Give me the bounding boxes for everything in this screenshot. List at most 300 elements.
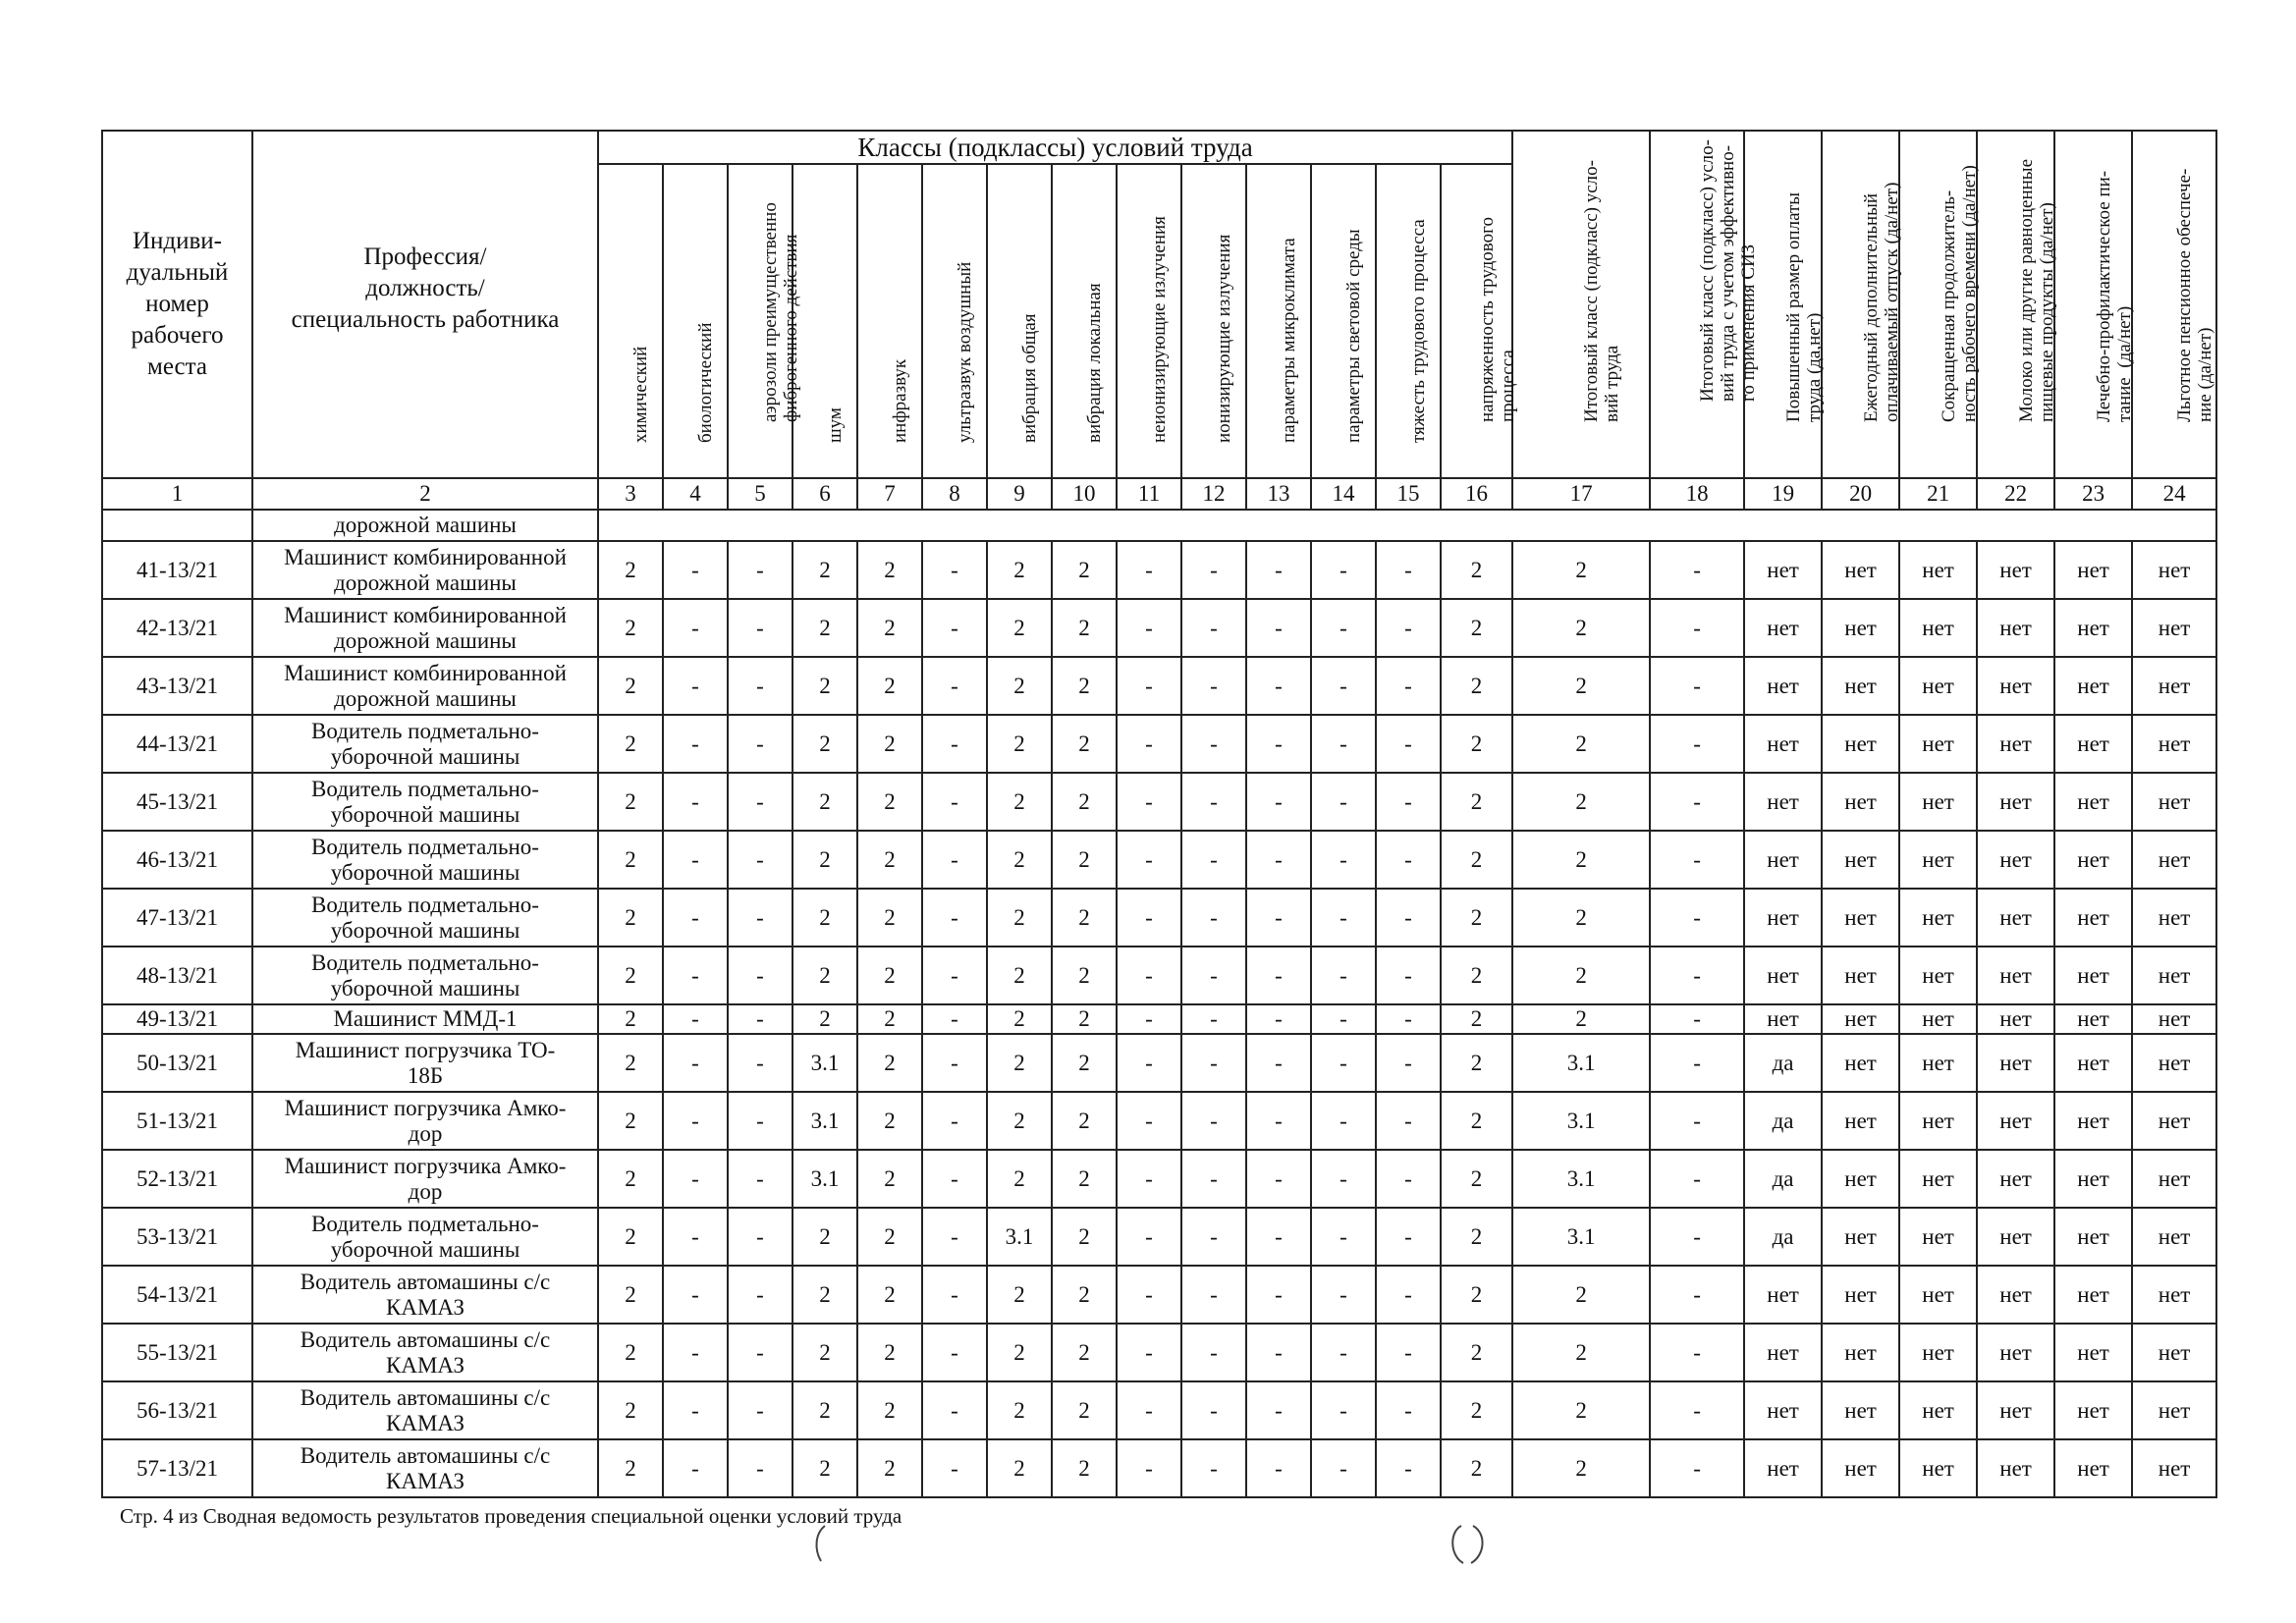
value-cell: 2	[793, 947, 857, 1004]
value-cell: 2	[1441, 773, 1512, 831]
value-cell: -	[922, 1439, 987, 1497]
column-number-cell: 12	[1181, 478, 1246, 510]
value-cell: 2	[1052, 1324, 1117, 1381]
value-cell: 2	[1512, 1439, 1650, 1497]
value-cell: 2	[1512, 947, 1650, 1004]
value-cell: нет	[1899, 1381, 1977, 1439]
value-cell: -	[1311, 541, 1376, 599]
value-cell: -	[1376, 1034, 1441, 1092]
value-cell: 2	[598, 1381, 663, 1439]
value-cell: 2	[598, 657, 663, 715]
value-cell: 2	[1052, 831, 1117, 889]
column-number-cell: 14	[1311, 478, 1376, 510]
table-row	[102, 1324, 2216, 1381]
value-cell: нет	[2132, 1324, 2216, 1381]
value-cell: нет	[2054, 1208, 2132, 1266]
value-cell: нет	[1744, 541, 1822, 599]
value-cell: -	[1650, 1004, 1744, 1034]
table-row	[102, 773, 2216, 831]
value-cell: 2	[793, 773, 857, 831]
value-cell: 2	[793, 657, 857, 715]
value-cell: нет	[1899, 541, 1977, 599]
factor-header-chemical: химический	[598, 164, 663, 478]
value-cell: -	[1181, 1004, 1246, 1034]
value-cell: 2	[793, 715, 857, 773]
value-cell: -	[922, 831, 987, 889]
column-number-cell: 13	[1246, 478, 1311, 510]
profession-cell: Водитель автомашины с/с КАМАЗ	[252, 1266, 598, 1324]
table-row	[102, 1004, 2216, 1034]
value-cell: 2	[1512, 1324, 1650, 1381]
value-cell: нет	[1977, 1150, 2054, 1208]
value-cell: 2	[598, 889, 663, 947]
value-cell: -	[1181, 831, 1246, 889]
value-cell: -	[1650, 1381, 1744, 1439]
value-cell: да	[1744, 1092, 1822, 1150]
value-cell: нет	[1977, 541, 2054, 599]
table-body	[102, 478, 2216, 1497]
value-cell: -	[1117, 1034, 1181, 1092]
value-cell: -	[1246, 1208, 1311, 1266]
column-number-cell: 7	[857, 478, 922, 510]
value-cell: нет	[2132, 1004, 2216, 1034]
value-cell: нет	[1744, 715, 1822, 773]
value-cell: -	[1650, 773, 1744, 831]
workplace-id-cell: 57-13/21	[102, 1439, 252, 1497]
value-cell: 2	[857, 947, 922, 1004]
value-cell: нет	[1744, 599, 1822, 657]
value-cell: -	[1650, 657, 1744, 715]
value-cell: нет	[1899, 1092, 1977, 1150]
value-cell: -	[728, 541, 793, 599]
value-cell: -	[1117, 599, 1181, 657]
value-cell: нет	[1977, 1208, 2054, 1266]
value-cell: 3.1	[1512, 1208, 1650, 1266]
value-cell: -	[1246, 1150, 1311, 1208]
value-cell: нет	[2132, 1092, 2216, 1150]
value-cell: нет	[1822, 541, 1899, 599]
factor-header-local-vibration: вибрация локальная	[1052, 164, 1117, 478]
value-cell: 2	[857, 1208, 922, 1266]
workplace-id-cell: 54-13/21	[102, 1266, 252, 1324]
column-number-cell: 20	[1822, 478, 1899, 510]
profession-cell: Водитель подметально- уборочной машины	[252, 715, 598, 773]
value-cell: нет	[1744, 1439, 1822, 1497]
factor-header-nonionizing: неионизирующие излучения	[1117, 164, 1181, 478]
workplace-id-cell: 50-13/21	[102, 1034, 252, 1092]
profession-cell: Машинист погрузчика Амко- дор	[252, 1150, 598, 1208]
value-cell: 2	[857, 599, 922, 657]
value-cell: -	[1376, 1324, 1441, 1381]
value-cell: 2	[1441, 599, 1512, 657]
factor-header-infrasound: инфразвук	[857, 164, 922, 478]
workplace-id-cell: 41-13/21	[102, 541, 252, 599]
value-cell: -	[922, 1208, 987, 1266]
value-cell: 2	[857, 715, 922, 773]
column-number-cell: 22	[1977, 478, 2054, 510]
value-cell: 2	[1052, 1004, 1117, 1034]
value-cell: нет	[1977, 947, 2054, 1004]
value-cell: -	[1311, 1208, 1376, 1266]
value-cell: нет	[1822, 1266, 1899, 1324]
value-cell: -	[663, 599, 728, 657]
value-cell: -	[663, 1208, 728, 1266]
profession-cell: Водитель подметально- уборочной машины	[252, 889, 598, 947]
profession-cell: Водитель автомашины с/с КАМАЗ	[252, 1381, 598, 1439]
column-number-cell: 3	[598, 478, 663, 510]
value-cell: -	[1376, 947, 1441, 1004]
value-cell: да	[1744, 1034, 1822, 1092]
value-cell: 2	[1052, 715, 1117, 773]
value-cell: -	[1181, 599, 1246, 657]
value-cell: нет	[2054, 715, 2132, 773]
value-cell: -	[663, 657, 728, 715]
value-cell: -	[1311, 599, 1376, 657]
value-cell: 2	[1052, 1439, 1117, 1497]
workplace-number-header: Индиви- дуальный номер рабочего места	[102, 131, 252, 478]
value-cell: -	[1246, 1266, 1311, 1324]
profession-cell: Водитель подметально- уборочной машины	[252, 831, 598, 889]
value-cell: нет	[2132, 1150, 2216, 1208]
value-cell: 2	[857, 1381, 922, 1439]
classes-group-header: Классы (подклассы) условий труда	[598, 131, 1512, 164]
value-cell: нет	[2054, 599, 2132, 657]
value-cell: 2	[1052, 541, 1117, 599]
value-cell: -	[1311, 1034, 1376, 1092]
table-row	[102, 657, 2216, 715]
value-cell: -	[1376, 1150, 1441, 1208]
value-cell: -	[1117, 831, 1181, 889]
value-cell: -	[1246, 831, 1311, 889]
value-cell: да	[1744, 1150, 1822, 1208]
column-number-cell: 15	[1376, 478, 1441, 510]
profession-cell: Машинист комбинированной дорожной машины	[252, 657, 598, 715]
value-cell: 2	[1052, 1208, 1117, 1266]
value-cell: 2	[987, 541, 1052, 599]
value-cell: -	[1650, 715, 1744, 773]
value-cell: 2	[857, 831, 922, 889]
value-cell: да	[1744, 1208, 1822, 1266]
increased-pay-header: Повышенный размер оплаты труда (да,нет)	[1744, 131, 1822, 478]
value-cell: -	[1117, 657, 1181, 715]
value-cell: -	[1181, 1381, 1246, 1439]
value-cell: -	[1376, 1208, 1441, 1266]
table-row	[102, 1092, 2216, 1150]
value-cell: -	[1246, 715, 1311, 773]
value-cell: -	[728, 1092, 793, 1150]
value-cell: -	[1246, 1439, 1311, 1497]
workplace-id-cell: 48-13/21	[102, 947, 252, 1004]
value-cell: нет	[1744, 1004, 1822, 1034]
value-cell: 2	[598, 1034, 663, 1092]
factor-header-intensity: напряженность трудового процесса	[1441, 164, 1512, 478]
factor-header-ionizing: ионизирующие излучения	[1181, 164, 1246, 478]
value-cell: 2	[598, 1092, 663, 1150]
value-cell: нет	[2054, 831, 2132, 889]
value-cell: -	[1650, 1034, 1744, 1092]
value-cell: -	[1311, 1092, 1376, 1150]
column-number-cell: 18	[1650, 478, 1744, 510]
value-cell: 2	[793, 1208, 857, 1266]
value-cell: нет	[1744, 657, 1822, 715]
value-cell: нет	[1977, 1004, 2054, 1034]
reduced-hours-header: Сокращенная продолжитель- ность рабочего времени (да/нет)	[1899, 131, 1977, 478]
value-cell: 2	[1052, 657, 1117, 715]
value-cell: -	[922, 657, 987, 715]
value-cell: 2	[1052, 1034, 1117, 1092]
value-cell: 2	[793, 1381, 857, 1439]
value-cell: 2	[793, 541, 857, 599]
value-cell: нет	[1744, 889, 1822, 947]
value-cell: нет	[1977, 599, 2054, 657]
value-cell: 2	[857, 1092, 922, 1150]
value-cell: -	[663, 773, 728, 831]
value-cell: нет	[2054, 1266, 2132, 1324]
value-cell: -	[1650, 1324, 1744, 1381]
value-cell: 2	[598, 1439, 663, 1497]
value-cell: 2	[1052, 773, 1117, 831]
value-cell: нет	[1822, 1092, 1899, 1150]
value-cell: нет	[1899, 1439, 1977, 1497]
value-cell: 2	[987, 1439, 1052, 1497]
value-cell: нет	[1822, 1034, 1899, 1092]
workplace-id-cell: 43-13/21	[102, 657, 252, 715]
value-cell: -	[1181, 1439, 1246, 1497]
value-cell: 2	[1441, 831, 1512, 889]
value-cell: 2	[987, 599, 1052, 657]
value-cell: -	[663, 1034, 728, 1092]
value-cell: 2	[857, 1324, 922, 1381]
value-cell: 2	[793, 831, 857, 889]
profession-header: Профессия/ должность/ специальность работника	[252, 131, 598, 478]
value-cell: нет	[2054, 1324, 2132, 1381]
column-number-cell: 1	[102, 478, 252, 510]
column-number-cell: 8	[922, 478, 987, 510]
value-cell: -	[1117, 715, 1181, 773]
value-cell: нет	[1822, 1150, 1899, 1208]
value-cell: -	[1117, 1381, 1181, 1439]
value-cell: -	[1376, 1004, 1441, 1034]
value-cell: -	[922, 773, 987, 831]
value-cell: нет	[2132, 1266, 2216, 1324]
value-cell: 2	[1441, 715, 1512, 773]
value-cell: нет	[1744, 773, 1822, 831]
value-cell: 2	[1052, 889, 1117, 947]
value-cell: 2	[1512, 773, 1650, 831]
value-cell: 2	[987, 715, 1052, 773]
value-cell: -	[728, 1150, 793, 1208]
value-cell: -	[1117, 1092, 1181, 1150]
value-cell: -	[1246, 889, 1311, 947]
value-cell: -	[1311, 831, 1376, 889]
value-cell: 2	[1512, 657, 1650, 715]
profession-cell: Водитель подметально- уборочной машины	[252, 947, 598, 1004]
workplace-id-cell: 56-13/21	[102, 1381, 252, 1439]
value-cell: -	[1181, 541, 1246, 599]
value-cell: нет	[1977, 1439, 2054, 1497]
value-cell: нет	[1744, 1266, 1822, 1324]
value-cell: 2	[857, 889, 922, 947]
value-cell: -	[1650, 599, 1744, 657]
value-cell: -	[1311, 889, 1376, 947]
column-number-cell: 11	[1117, 478, 1181, 510]
table-row	[102, 1381, 2216, 1439]
value-cell: нет	[1977, 715, 2054, 773]
column-numbers-row	[102, 478, 2216, 510]
value-cell: -	[1181, 947, 1246, 1004]
value-cell: -	[1117, 1150, 1181, 1208]
value-cell: нет	[1822, 1439, 1899, 1497]
value-cell: -	[728, 1208, 793, 1266]
value-cell: 2	[598, 773, 663, 831]
value-cell: 2	[1441, 1439, 1512, 1497]
value-cell: нет	[1899, 657, 1977, 715]
column-number-cell: 21	[1899, 478, 1977, 510]
value-cell: -	[1311, 773, 1376, 831]
value-cell: нет	[2054, 1004, 2132, 1034]
value-cell: -	[1246, 1324, 1311, 1381]
value-cell: 2	[1441, 1092, 1512, 1150]
value-cell: -	[1181, 773, 1246, 831]
table-row	[102, 831, 2216, 889]
value-cell: 2	[1052, 1092, 1117, 1150]
value-cell: нет	[1899, 1324, 1977, 1381]
value-cell: -	[1311, 1150, 1376, 1208]
value-cell: -	[1376, 1439, 1441, 1497]
value-cell: -	[663, 947, 728, 1004]
value-cell: -	[922, 1004, 987, 1034]
value-cell: -	[1117, 1004, 1181, 1034]
table-row	[102, 889, 2216, 947]
value-cell: нет	[1977, 1092, 2054, 1150]
profession-cell: Водитель подметально- уборочной машины	[252, 1208, 598, 1266]
value-cell: 2	[857, 1150, 922, 1208]
value-cell: -	[1650, 1150, 1744, 1208]
continuation-text: дорожной машины	[252, 510, 598, 541]
profession-cell: Машинист комбинированной дорожной машины	[252, 599, 598, 657]
continuation-row	[102, 510, 2216, 541]
working-conditions-table	[101, 130, 2217, 1498]
value-cell: -	[1376, 541, 1441, 599]
value-cell: -	[1376, 1092, 1441, 1150]
value-cell: 2	[598, 715, 663, 773]
factor-header-general-vibration: вибрация общая	[987, 164, 1052, 478]
value-cell: 2	[1512, 715, 1650, 773]
value-cell: 2	[598, 1150, 663, 1208]
pen-mark	[811, 1524, 833, 1563]
value-cell: -	[1246, 599, 1311, 657]
value-cell: 2	[987, 1034, 1052, 1092]
value-cell: нет	[2054, 1381, 2132, 1439]
profession-cell: Машинист ММД-1	[252, 1004, 598, 1034]
profession-cell: Машинист погрузчика ТО- 18Б	[252, 1034, 598, 1092]
value-cell: -	[663, 1092, 728, 1150]
value-cell: нет	[1744, 1324, 1822, 1381]
value-cell: нет	[1977, 831, 2054, 889]
value-cell: 2	[857, 773, 922, 831]
value-cell: нет	[2132, 599, 2216, 657]
value-cell: нет	[1822, 947, 1899, 1004]
value-cell: -	[922, 715, 987, 773]
value-cell: -	[663, 715, 728, 773]
value-cell: нет	[1899, 1034, 1977, 1092]
value-cell: нет	[1899, 1004, 1977, 1034]
value-cell: -	[1246, 1092, 1311, 1150]
column-number-cell: 4	[663, 478, 728, 510]
workplace-id-cell: 49-13/21	[102, 1004, 252, 1034]
value-cell: 2	[598, 541, 663, 599]
value-cell: 2	[1052, 599, 1117, 657]
value-cell: 2	[857, 1266, 922, 1324]
column-number-cell: 23	[2054, 478, 2132, 510]
profession-cell: Водитель автомашины с/с КАМАЗ	[252, 1324, 598, 1381]
final-class-header: Итоговый класс (подкласс) усло- вий труда	[1512, 131, 1650, 478]
extra-leave-header: Ежегодный дополнительный оплачиваемый отпуск (да/нет)	[1822, 131, 1899, 478]
value-cell: 2	[987, 773, 1052, 831]
column-number-cell: 5	[728, 478, 793, 510]
factor-header-aerosols: аэрозоли преимущественно фиброгенного действия	[728, 164, 793, 478]
value-cell: 2	[1052, 1150, 1117, 1208]
value-cell: 3.1	[1512, 1034, 1650, 1092]
value-cell: нет	[1899, 1150, 1977, 1208]
workplace-id-cell: 52-13/21	[102, 1150, 252, 1208]
column-number-cell: 2	[252, 478, 598, 510]
value-cell: 2	[1441, 1381, 1512, 1439]
value-cell: нет	[2054, 541, 2132, 599]
value-cell: нет	[1977, 1324, 2054, 1381]
table-row	[102, 1439, 2216, 1497]
value-cell: -	[1650, 889, 1744, 947]
value-cell: нет	[1822, 657, 1899, 715]
value-cell: 2	[793, 889, 857, 947]
value-cell: нет	[1899, 831, 1977, 889]
value-cell: 2	[598, 599, 663, 657]
value-cell: нет	[1899, 947, 1977, 1004]
value-cell: -	[1650, 541, 1744, 599]
value-cell: -	[1650, 1092, 1744, 1150]
value-cell: 2	[793, 1266, 857, 1324]
value-cell: нет	[2054, 1150, 2132, 1208]
value-cell: -	[1650, 1208, 1744, 1266]
value-cell: -	[728, 773, 793, 831]
value-cell: 2	[1441, 1208, 1512, 1266]
value-cell: -	[1181, 1092, 1246, 1150]
value-cell: -	[1246, 947, 1311, 1004]
value-cell: -	[1246, 1034, 1311, 1092]
value-cell: -	[1650, 1266, 1744, 1324]
value-cell: -	[1117, 773, 1181, 831]
value-cell: -	[922, 1324, 987, 1381]
value-cell: нет	[1744, 831, 1822, 889]
value-cell: -	[922, 1266, 987, 1324]
table-row	[102, 599, 2216, 657]
value-cell: -	[728, 599, 793, 657]
value-cell: -	[663, 1266, 728, 1324]
value-cell: -	[1181, 1208, 1246, 1266]
value-cell: нет	[1822, 1208, 1899, 1266]
value-cell: -	[728, 1381, 793, 1439]
value-cell: -	[922, 889, 987, 947]
value-cell: 2	[987, 1266, 1052, 1324]
value-cell: 2	[857, 657, 922, 715]
column-number-cell: 9	[987, 478, 1052, 510]
value-cell: -	[1650, 947, 1744, 1004]
value-cell: нет	[2132, 947, 2216, 1004]
value-cell: -	[1117, 889, 1181, 947]
profession-cell: Водитель подметально- уборочной машины	[252, 773, 598, 831]
column-number-cell: 16	[1441, 478, 1512, 510]
value-cell: 2	[1441, 541, 1512, 599]
